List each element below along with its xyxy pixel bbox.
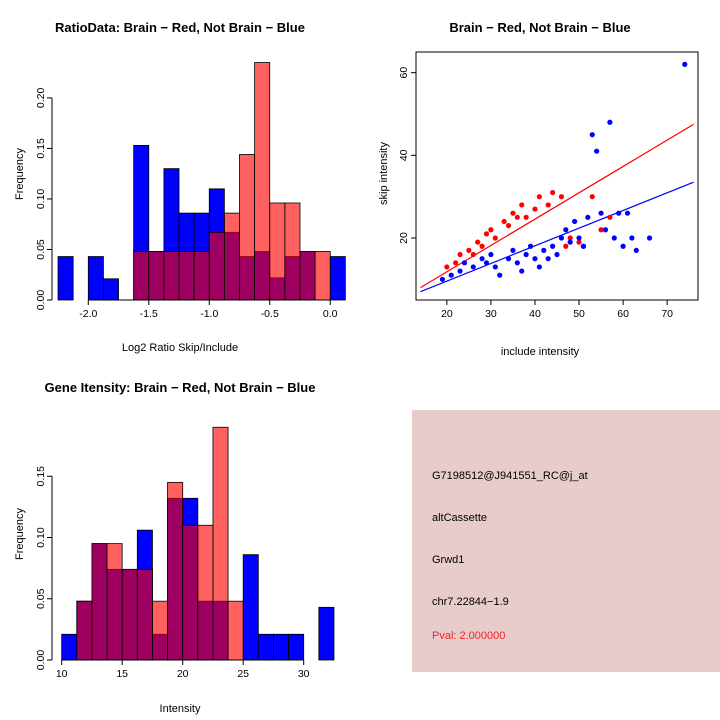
gene-histogram-plot [0, 360, 360, 720]
svg-text:0.10: 0.10 [35, 188, 47, 210]
svg-text:20: 20 [441, 308, 453, 320]
svg-text:70: 70 [661, 308, 673, 320]
info-probe-id: G7198512@J941551_RC@j_at [432, 470, 588, 482]
svg-text:25: 25 [237, 668, 250, 680]
scatter-ylabel: skip intensity [378, 142, 390, 205]
panel-ratio-histogram [0, 0, 360, 360]
svg-text:20: 20 [398, 232, 410, 244]
ratio-histogram-title: RatioData: Brain − Red, Not Brain − Blue [55, 20, 305, 35]
svg-text:0.15: 0.15 [35, 466, 47, 487]
info-location: chr7.22844−1.9 [432, 596, 509, 608]
svg-text:0.15: 0.15 [35, 138, 47, 159]
svg-text:0.05: 0.05 [35, 239, 47, 260]
svg-text:40: 40 [398, 149, 410, 162]
svg-text:60: 60 [398, 66, 410, 79]
gene-histogram-xlabel: Intensity [159, 703, 201, 715]
svg-text:0.0: 0.0 [322, 308, 338, 320]
svg-text:0.10: 0.10 [35, 527, 47, 548]
gene-histogram-title: Gene Itensity: Brain − Red, Not Brain − Blue [44, 380, 316, 395]
panel-scatter [360, 0, 720, 360]
svg-text:-0.5: -0.5 [260, 308, 279, 320]
svg-text:60: 60 [617, 308, 629, 320]
svg-text:15: 15 [116, 668, 129, 680]
svg-text:0.20: 0.20 [35, 87, 47, 109]
svg-text:30: 30 [297, 668, 310, 680]
info-event-type: altCassette [432, 512, 488, 524]
ratio-histogram-ylabel: Frequency [14, 148, 26, 200]
scatter-xlabel: include intensity [500, 346, 580, 358]
svg-text:-1.0: -1.0 [200, 308, 219, 320]
svg-text:0.00: 0.00 [35, 289, 47, 311]
panel-gene-histogram [0, 360, 360, 720]
svg-text:50: 50 [573, 308, 585, 320]
svg-text:10: 10 [55, 668, 68, 680]
svg-text:20: 20 [176, 668, 189, 680]
gene-histogram-ylabel: Frequency [14, 508, 26, 560]
svg-text:0.00: 0.00 [35, 649, 47, 671]
scatter-plot [360, 0, 720, 360]
info-gene-name: Grwd1 [432, 554, 465, 566]
svg-text:0.05: 0.05 [35, 588, 47, 609]
panel-info [360, 360, 720, 720]
svg-text:30: 30 [485, 308, 497, 320]
svg-text:40: 40 [529, 308, 541, 320]
ratio-histogram-xlabel: Log2 Ratio Skip/Include [121, 342, 239, 354]
svg-text:-1.5: -1.5 [139, 308, 158, 320]
info-pval: Pval: 2.000000 [432, 630, 506, 642]
svg-text:-2.0: -2.0 [79, 308, 98, 320]
scatter-title: Brain − Red, Not Brain − Blue [449, 20, 631, 35]
ratio-histogram-plot [0, 0, 360, 360]
